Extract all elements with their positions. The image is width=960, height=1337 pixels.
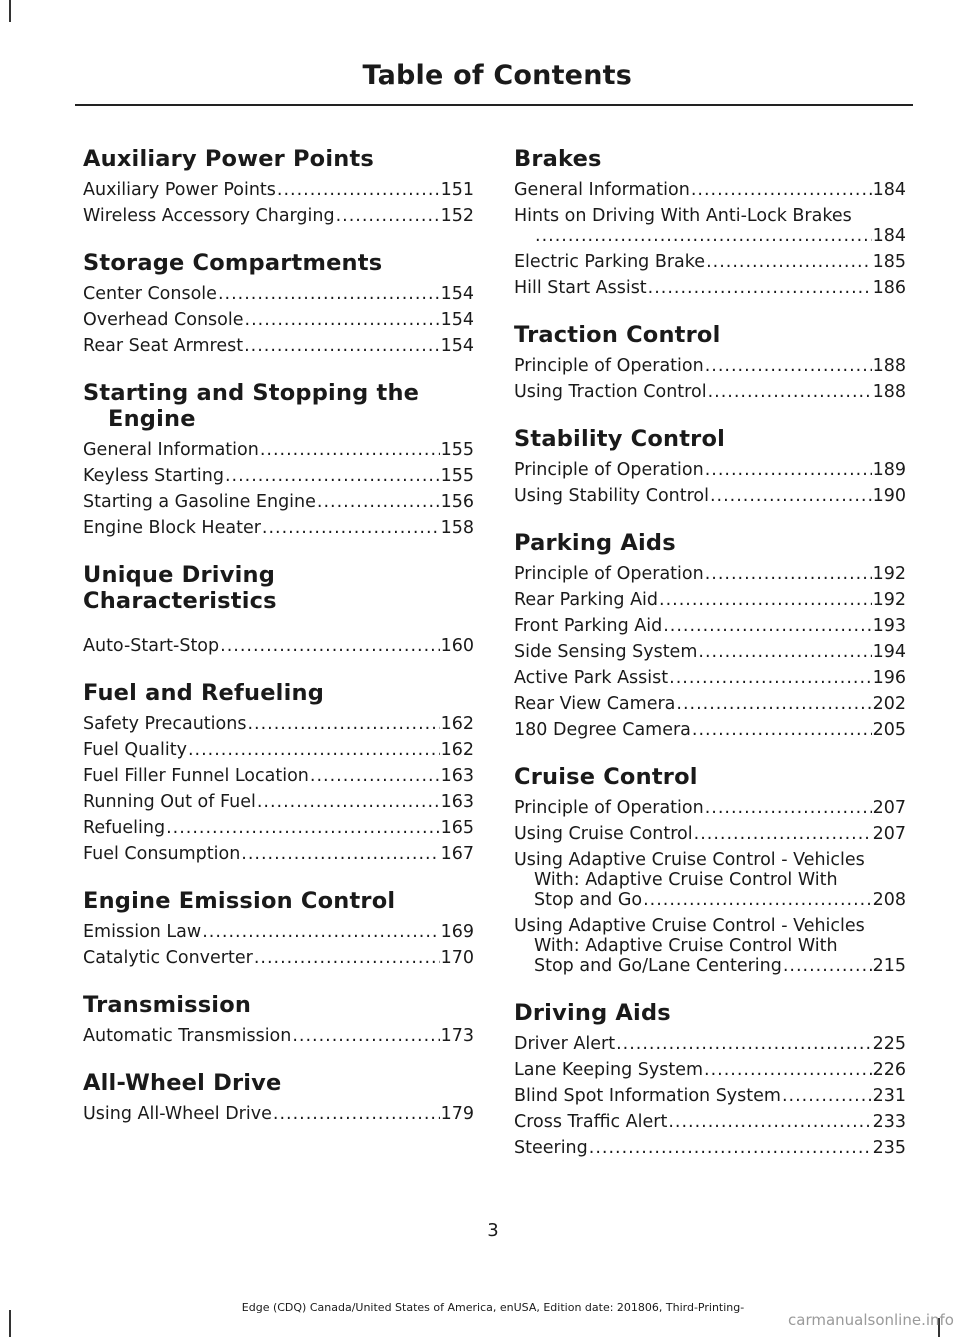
entry-page-number: 163 bbox=[440, 792, 474, 812]
toc-entry[interactable] bbox=[514, 798, 906, 818]
dot-leader bbox=[277, 180, 440, 200]
dot-leader bbox=[220, 636, 439, 656]
entry-page-number: 155 bbox=[440, 440, 474, 460]
toc-entry[interactable] bbox=[83, 922, 474, 942]
entry-title: Electric Parking Brake bbox=[514, 252, 706, 272]
entry-title: Lane Keeping System bbox=[514, 1060, 704, 1080]
dot-leader bbox=[663, 616, 871, 636]
toc-section bbox=[514, 146, 906, 322]
section-spacer bbox=[83, 1052, 474, 1070]
section-heading bbox=[514, 530, 906, 556]
entry-title: Emission Law bbox=[83, 922, 202, 942]
section-spacer bbox=[83, 544, 474, 562]
section-heading bbox=[514, 146, 906, 172]
entry-title: Principle of Operation bbox=[514, 564, 704, 584]
toc-section bbox=[83, 562, 474, 680]
entry-page-number: 154 bbox=[440, 284, 474, 304]
entry-page-number: 167 bbox=[440, 844, 474, 864]
dot-leader bbox=[535, 226, 872, 246]
entry-page-number: 186 bbox=[872, 278, 906, 298]
crop-mark bbox=[9, 0, 11, 22]
section-spacer bbox=[514, 982, 906, 1000]
entry-page-number: 194 bbox=[872, 642, 906, 662]
toc-entry[interactable] bbox=[83, 284, 474, 304]
entry-page-number: 189 bbox=[872, 460, 906, 480]
entry-title: 180 Degree Camera bbox=[514, 720, 691, 740]
entry-title: Rear Parking Aid bbox=[514, 590, 659, 610]
section-spacer bbox=[514, 408, 906, 426]
entry-title: Fuel Quality bbox=[83, 740, 187, 760]
toc-entry[interactable] bbox=[514, 206, 906, 246]
page-number: 3 bbox=[487, 1220, 499, 1241]
entry-title: Active Park Assist bbox=[514, 668, 669, 688]
entry-page-number: 163 bbox=[440, 766, 474, 786]
entry-title: Principle of Operation bbox=[514, 460, 704, 480]
toc-entry[interactable] bbox=[514, 486, 906, 506]
entry-title: Rear Seat Armrest bbox=[83, 336, 244, 356]
dot-leader bbox=[648, 278, 872, 298]
entry-title: With: Adaptive Cruise Control With bbox=[534, 870, 838, 890]
dot-leader bbox=[659, 590, 872, 610]
toc-entry[interactable] bbox=[514, 1060, 906, 1080]
entry-page-number: 196 bbox=[872, 668, 906, 688]
header-divider bbox=[75, 104, 913, 106]
entry-page-number: 188 bbox=[872, 356, 906, 376]
toc-section bbox=[514, 764, 906, 1000]
toc-entry[interactable] bbox=[83, 180, 474, 200]
entry-page-number: 205 bbox=[872, 720, 906, 740]
entry-page-number: 152 bbox=[440, 206, 474, 226]
page-title: Table of Contents bbox=[362, 60, 632, 91]
toc-entry[interactable] bbox=[514, 460, 906, 480]
toc-entry[interactable] bbox=[514, 1112, 906, 1132]
toc-section bbox=[83, 888, 474, 992]
entry-page-number: 215 bbox=[872, 956, 906, 976]
toc-entry[interactable] bbox=[83, 844, 474, 864]
section-spacer bbox=[83, 362, 474, 380]
entry-title: Fuel Consumption bbox=[83, 844, 241, 864]
dot-leader bbox=[706, 252, 872, 272]
section-heading bbox=[83, 250, 474, 276]
section-spacer bbox=[514, 304, 906, 322]
dot-leader bbox=[336, 206, 440, 226]
dot-leader bbox=[705, 460, 872, 480]
entry-title: Principle of Operation bbox=[514, 798, 704, 818]
toc-entry[interactable] bbox=[514, 720, 906, 740]
dot-leader bbox=[310, 766, 440, 786]
entry-title: Stop and Go bbox=[534, 890, 643, 910]
entry-title: Refueling bbox=[83, 818, 166, 838]
section-heading-text: Auxiliary Power Points bbox=[83, 146, 375, 172]
section-heading bbox=[83, 562, 474, 614]
toc-entry[interactable] bbox=[83, 492, 474, 512]
entry-title: Steering bbox=[514, 1138, 588, 1158]
entry-page-number: 154 bbox=[440, 310, 474, 330]
toc-entry[interactable] bbox=[83, 518, 474, 538]
section-spacer bbox=[83, 232, 474, 250]
dot-leader bbox=[166, 818, 440, 838]
section-spacer bbox=[83, 974, 474, 992]
dot-leader bbox=[254, 948, 440, 968]
entry-page-number: 173 bbox=[440, 1026, 474, 1046]
watermark: carmanualsonline.info bbox=[788, 1311, 954, 1329]
toc-entry[interactable] bbox=[83, 440, 474, 460]
section-spacer bbox=[83, 662, 474, 680]
toc-entry[interactable] bbox=[514, 668, 906, 688]
dot-leader bbox=[260, 440, 440, 460]
entry-page-number: 158 bbox=[440, 518, 474, 538]
entry-title: With: Adaptive Cruise Control With bbox=[534, 936, 838, 956]
entry-title: Overhead Console bbox=[83, 310, 244, 330]
entry-page-number: 208 bbox=[872, 890, 906, 910]
entry-title: Using Stability Control bbox=[514, 486, 709, 506]
entry-title: Wireless Accessory Charging bbox=[83, 206, 335, 226]
section-heading bbox=[514, 764, 906, 790]
entry-title: Using Adaptive Cruise Control - Vehicles bbox=[514, 850, 865, 870]
entry-title: Running Out of Fuel bbox=[83, 792, 256, 812]
entry-page-number: 156 bbox=[440, 492, 474, 512]
dot-leader bbox=[676, 694, 871, 714]
section-heading-text: Starting and Stopping the bbox=[83, 380, 420, 406]
entry-title: Hill Start Assist bbox=[514, 278, 647, 298]
section-heading-text: All-Wheel Drive bbox=[83, 1070, 282, 1096]
entry-title: Auto-Start-Stop bbox=[83, 636, 220, 656]
toc-left-column bbox=[83, 146, 474, 1130]
entry-title: Front Parking Aid bbox=[514, 616, 663, 636]
toc-entry[interactable] bbox=[83, 466, 474, 486]
entry-page-number: 184 bbox=[872, 226, 906, 246]
dot-leader bbox=[705, 798, 872, 818]
entry-title: Stop and Go/Lane Centering bbox=[534, 956, 782, 976]
dot-leader bbox=[668, 1112, 871, 1132]
entry-title: Principle of Operation bbox=[514, 356, 704, 376]
entry-title: Using Traction Control bbox=[514, 382, 707, 402]
entry-title: Safety Precautions bbox=[83, 714, 247, 734]
toc-entry[interactable] bbox=[514, 356, 906, 376]
toc-entry[interactable] bbox=[514, 916, 906, 976]
section-heading-text: Parking Aids bbox=[514, 530, 676, 556]
entry-title: General Information bbox=[514, 180, 690, 200]
toc-entry[interactable] bbox=[514, 616, 906, 636]
dot-leader bbox=[616, 1034, 872, 1054]
section-heading-text: Storage Compartments bbox=[83, 250, 383, 276]
entry-page-number: 193 bbox=[872, 616, 906, 636]
section-heading bbox=[83, 1070, 474, 1096]
toc-entry[interactable] bbox=[83, 1104, 474, 1124]
section-heading bbox=[83, 992, 474, 1018]
entry-page-number: 226 bbox=[872, 1060, 906, 1080]
section-spacer bbox=[514, 746, 906, 764]
entry-page-number: 231 bbox=[872, 1086, 906, 1106]
toc-section bbox=[83, 146, 474, 250]
dot-leader bbox=[262, 518, 440, 538]
dot-leader bbox=[202, 922, 439, 942]
dot-leader bbox=[273, 1104, 440, 1124]
dot-leader bbox=[188, 740, 440, 760]
entry-title: Using All-Wheel Drive bbox=[83, 1104, 272, 1124]
section-heading bbox=[514, 1000, 906, 1026]
dot-leader bbox=[589, 1138, 872, 1158]
toc-entry[interactable] bbox=[514, 180, 906, 200]
section-heading-text: Engine bbox=[108, 406, 196, 432]
entry-title: Center Console bbox=[83, 284, 217, 304]
entry-page-number: 162 bbox=[440, 714, 474, 734]
toc-entry[interactable] bbox=[514, 694, 906, 714]
section-heading bbox=[514, 322, 906, 348]
entry-title: General Information bbox=[83, 440, 259, 460]
section-spacer bbox=[514, 512, 906, 530]
dot-leader bbox=[783, 956, 872, 976]
toc-entry[interactable] bbox=[83, 818, 474, 838]
dot-leader bbox=[257, 792, 440, 812]
dot-leader bbox=[705, 564, 872, 584]
dot-leader bbox=[245, 310, 440, 330]
entry-title: Using Adaptive Cruise Control - Vehicles bbox=[514, 916, 865, 936]
entry-page-number: 179 bbox=[440, 1104, 474, 1124]
entry-page-number: 169 bbox=[440, 922, 474, 942]
dot-leader bbox=[225, 466, 440, 486]
toc-entry[interactable] bbox=[514, 1138, 906, 1158]
entry-title: Catalytic Converter bbox=[83, 948, 253, 968]
entry-page-number: 207 bbox=[872, 798, 906, 818]
section-heading-text: Fuel and Refueling bbox=[83, 680, 325, 706]
dot-leader bbox=[292, 1026, 439, 1046]
toc-entry[interactable] bbox=[514, 382, 906, 402]
toc-entry[interactable] bbox=[83, 740, 474, 760]
toc-entry[interactable] bbox=[514, 824, 906, 844]
toc-entry[interactable] bbox=[514, 564, 906, 584]
entry-page-number: 202 bbox=[872, 694, 906, 714]
section-heading bbox=[83, 680, 474, 706]
toc-section bbox=[514, 1000, 906, 1158]
entry-page-number: 207 bbox=[872, 824, 906, 844]
toc-entry[interactable] bbox=[83, 336, 474, 356]
dot-leader bbox=[218, 284, 440, 304]
toc-entry[interactable] bbox=[83, 636, 474, 656]
entry-page-number: 192 bbox=[872, 590, 906, 610]
section-heading-text: Traction Control bbox=[514, 322, 721, 348]
entry-title: Auxiliary Power Points bbox=[83, 180, 276, 200]
dot-leader bbox=[692, 720, 872, 740]
entry-title: Starting a Gasoline Engine bbox=[83, 492, 316, 512]
crop-mark bbox=[9, 1310, 11, 1337]
entry-title: Side Sensing System bbox=[514, 642, 698, 662]
dot-leader bbox=[698, 642, 871, 662]
entry-page-number: 151 bbox=[440, 180, 474, 200]
entry-title: Driver Alert bbox=[514, 1034, 616, 1054]
section-heading bbox=[83, 380, 474, 432]
entry-title: Rear View Camera bbox=[514, 694, 676, 714]
toc-entry[interactable] bbox=[514, 590, 906, 610]
entry-page-number: 170 bbox=[440, 948, 474, 968]
entry-page-number: 155 bbox=[440, 466, 474, 486]
entry-title: Keyless Starting bbox=[83, 466, 224, 486]
entry-page-number: 225 bbox=[872, 1034, 906, 1054]
dot-leader bbox=[241, 844, 439, 864]
dot-leader bbox=[691, 180, 872, 200]
toc-entry[interactable] bbox=[514, 642, 906, 662]
entry-page-number: 160 bbox=[440, 636, 474, 656]
entry-title: Engine Block Heater bbox=[83, 518, 261, 538]
entry-title: Using Cruise Control bbox=[514, 824, 693, 844]
toc-section bbox=[514, 530, 906, 764]
toc-entry[interactable] bbox=[83, 792, 474, 812]
toc-entry[interactable] bbox=[514, 850, 906, 910]
toc-section bbox=[83, 250, 474, 380]
entry-page-number: 233 bbox=[872, 1112, 906, 1132]
dot-leader bbox=[694, 824, 872, 844]
entry-title: Blind Spot Information System bbox=[514, 1086, 781, 1106]
entry-title: Automatic Transmission bbox=[83, 1026, 292, 1046]
entry-page-number: 192 bbox=[872, 564, 906, 584]
dot-leader bbox=[317, 492, 440, 512]
section-heading-text: Driving Aids bbox=[514, 1000, 671, 1026]
toc-entry[interactable] bbox=[83, 766, 474, 786]
section-heading-text: Unique Driving Characteristics bbox=[83, 562, 277, 614]
dot-leader bbox=[704, 1060, 872, 1080]
section-heading bbox=[83, 888, 474, 914]
section-heading-text: Transmission bbox=[83, 992, 252, 1018]
dot-leader bbox=[244, 336, 439, 356]
edition-footer: Edge (CDQ) Canada/United States of America, enUSA, Edition date: 201806, Third-Printing- bbox=[241, 1301, 745, 1314]
dot-leader bbox=[710, 486, 872, 506]
toc-section bbox=[83, 1070, 474, 1124]
section-heading-text: Brakes bbox=[514, 146, 602, 172]
dot-leader bbox=[705, 356, 872, 376]
entry-page-number: 154 bbox=[440, 336, 474, 356]
toc-entry[interactable] bbox=[83, 948, 474, 968]
entry-page-number: 162 bbox=[440, 740, 474, 760]
section-heading-text: Engine Emission Control bbox=[83, 888, 396, 914]
entry-page-number: 184 bbox=[872, 180, 906, 200]
entry-page-number: 235 bbox=[872, 1138, 906, 1158]
dot-leader bbox=[669, 668, 871, 688]
toc-right-column bbox=[514, 146, 906, 1164]
toc-entry[interactable] bbox=[83, 206, 474, 226]
dot-leader bbox=[782, 1086, 872, 1106]
toc-section bbox=[514, 426, 906, 530]
toc-entry[interactable] bbox=[514, 1034, 906, 1054]
section-heading bbox=[514, 426, 906, 452]
section-spacer bbox=[83, 870, 474, 888]
toc-entry[interactable] bbox=[83, 714, 474, 734]
section-heading-text: Cruise Control bbox=[514, 764, 698, 790]
toc-entry[interactable] bbox=[514, 252, 906, 272]
section-heading-text: Stability Control bbox=[514, 426, 726, 452]
entry-title: Fuel Filler Funnel Location bbox=[83, 766, 309, 786]
toc-entry[interactable] bbox=[514, 278, 906, 298]
toc-entry[interactable] bbox=[83, 1026, 474, 1046]
dot-leader bbox=[643, 890, 871, 910]
entry-page-number: 165 bbox=[440, 818, 474, 838]
toc-section bbox=[83, 680, 474, 888]
entry-title: Hints on Driving With Anti-Lock Brakes bbox=[514, 206, 852, 226]
toc-entry[interactable] bbox=[83, 310, 474, 330]
entry-page-number: 190 bbox=[872, 486, 906, 506]
toc-entry[interactable] bbox=[514, 1086, 906, 1106]
entry-page-number: 185 bbox=[872, 252, 906, 272]
section-heading bbox=[83, 146, 474, 172]
entry-page-number: 188 bbox=[872, 382, 906, 402]
toc-section bbox=[514, 322, 906, 426]
toc-section bbox=[83, 380, 474, 562]
dot-leader bbox=[247, 714, 439, 734]
toc-section bbox=[83, 992, 474, 1070]
entry-title: Cross Traffic Alert bbox=[514, 1112, 668, 1132]
dot-leader bbox=[708, 382, 872, 402]
